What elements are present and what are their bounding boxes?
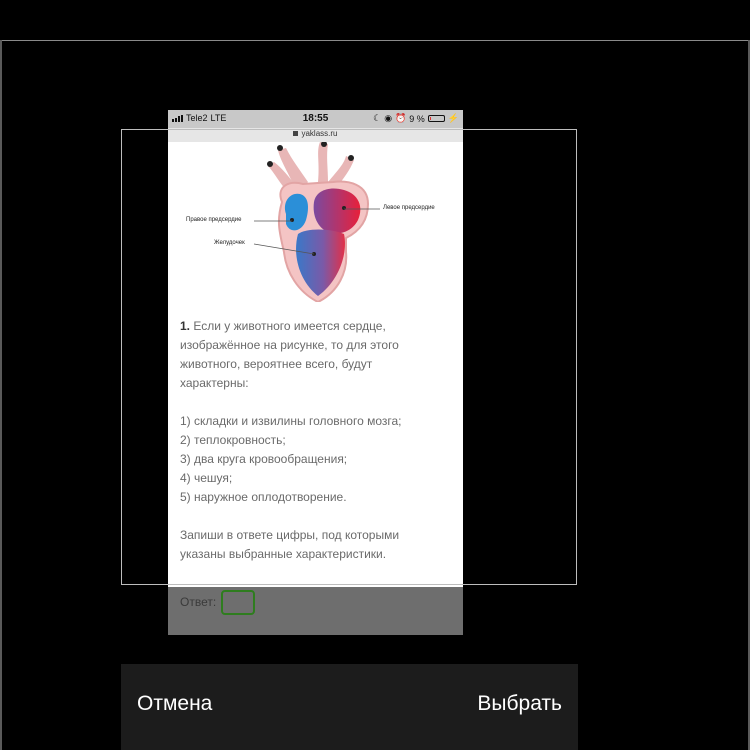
frame-left-edge <box>0 40 2 750</box>
status-right <box>373 113 459 124</box>
answer-label: Ответ: <box>180 595 217 609</box>
instruction-line-2: указаны выбранные характеристики. <box>180 547 387 561</box>
question-line-4: характерны: <box>180 376 249 390</box>
option-item: 4) чешуя; <box>180 471 233 485</box>
select-button[interactable]: Выбрать <box>477 692 562 715</box>
label-ventricle: Желудочек <box>214 240 245 246</box>
status-time: 18:55 <box>302 113 329 124</box>
top-divider <box>0 40 750 41</box>
carrier-name: Tele2 <box>186 113 208 123</box>
question-line-2: изображённое на рисунке, то для этого <box>180 338 399 352</box>
answer-input <box>221 590 255 615</box>
cancel-button[interactable]: Отмена <box>137 692 213 715</box>
battery-percent: 9 % <box>409 113 425 124</box>
label-left-atrium: Левое предсердие <box>383 205 435 211</box>
label-right-atrium: Правое предсердие <box>186 217 242 223</box>
instruction-line-1: Запиши в ответе цифры, под которыми <box>180 528 400 542</box>
moon-icon: ☾ <box>373 113 382 123</box>
action-bar <box>121 664 578 750</box>
crop-frame[interactable] <box>121 129 577 585</box>
alarm-icon: ⏰ <box>395 113 407 123</box>
option-item: 5) наружное оплодотворение. <box>180 490 347 504</box>
option-item: 1) складки и извилины головного мозга; <box>180 414 402 428</box>
option-item: 3) два круга кровообращения; <box>180 452 348 466</box>
question-number: 1. <box>180 319 191 333</box>
status-bar <box>168 110 463 128</box>
question-line-3: животного, вероятнее всего, будут <box>180 357 373 371</box>
charging-icon: ⚡ <box>447 113 459 123</box>
dimmed-area <box>168 587 463 635</box>
url-text: yaklass.ru <box>301 129 338 138</box>
question-line-1: Если у животного имеется сердце, <box>193 319 386 333</box>
location-icon: ◉ <box>384 113 393 123</box>
network-type: LTE <box>210 113 227 123</box>
battery-icon <box>428 115 445 122</box>
option-item: 2) теплокровность; <box>180 433 286 447</box>
